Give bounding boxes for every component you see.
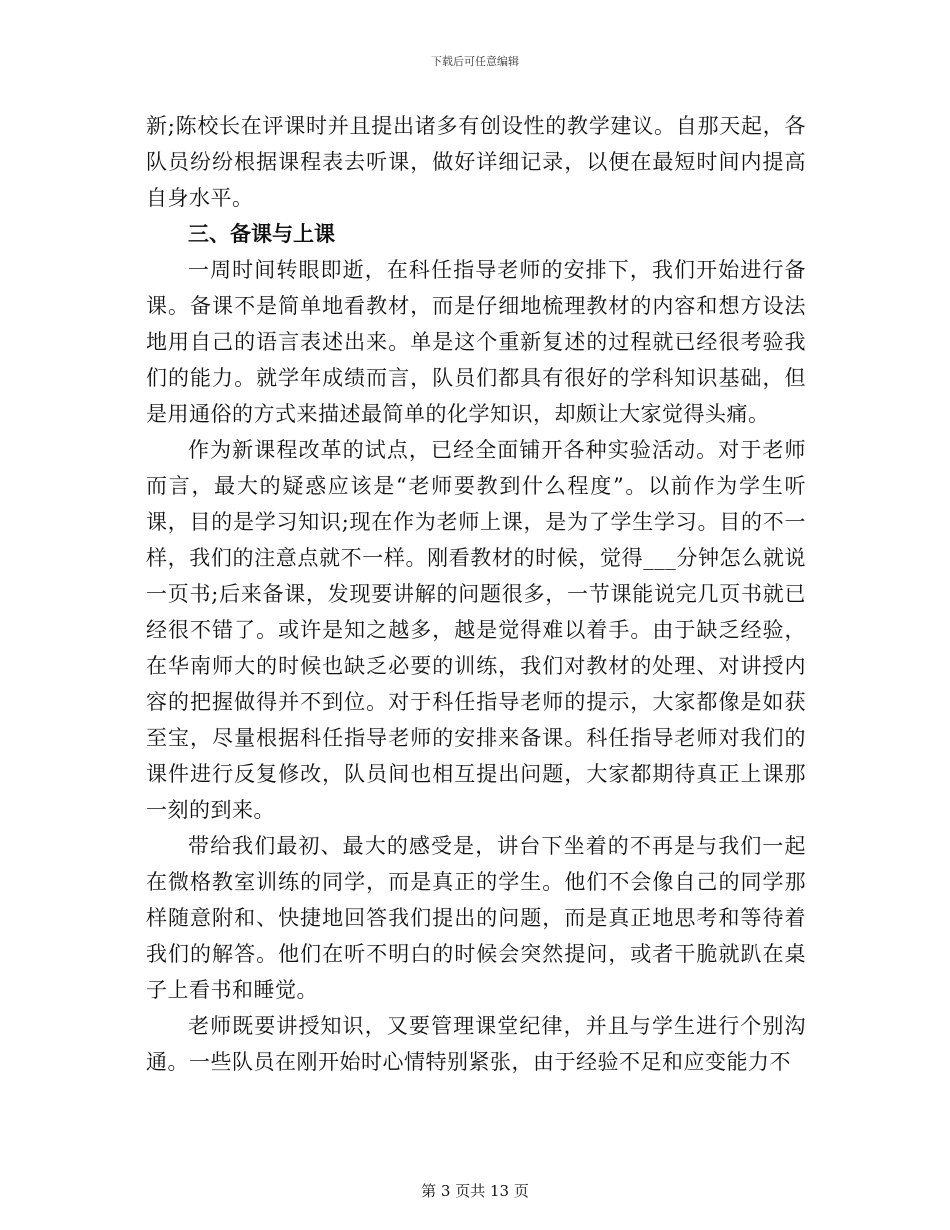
page-number: 第 3 页共 13 页 — [421, 1182, 529, 1200]
paragraph: 作为新课程改革的试点，已经全面铺开各种实验活动。对于老师而言，最大的疑惑应该是“老师要教到什么程度”。以前作为学生听课，目的是学习知识;现在作为老师上课，是为了学生学习。目的不一样，我们的注意点就不一样。刚看教材的时候，觉得___分钟怎么就说一页书;后来备课，发现要讲解的问题很多，一节课能说完几页书就已经很不错了。或许是知之越多，越是觉得难以着手。由于缺乏经验，在华南师大的时候也缺乏必要的训练，我们对教材的处理、对讲授内容的把握做得并不到位。对于科任指导老师的提示，大家都像是如获至宝，尽量根据科任指导老师的安排来备课。科任指导老师对我们的课件进行反复修改，队员间也相互提出问题，大家都期待真正上课那一刻的到来。 — [146, 438, 806, 822]
paragraph: 一周时间转眼即逝，在科任指导老师的安排下，我们开始进行备课。备课不是简单地看教材，而是仔细地梳理教材的内容和想方设法地用自己的语言表述出来。单是这个重新复述的过程就已经很考验我们的能力。就学年成绩而言，队员们都具有很好的学科知识基础，但是用通俗的方式来描述最简单的化学知识，却颇让大家觉得头痛。 — [146, 258, 806, 426]
section-heading: 三、备课与上课 — [188, 222, 335, 246]
paragraph: 老师既要讲授知识，又要管理课堂纪律，并且与学生进行个别沟通。一些队员在刚开始时心情特别紧张，由于经验不足和应变能力不 — [146, 1014, 806, 1074]
paragraph: 带给我们最初、最大的感受是，讲台下坐着的不再是与我们一起在微格教室训练的同学，而是真正的学生。他们不会像自己的同学那样随意附和、快捷地回答我们提出的问题，而是真正地思考和等待着我们的解答。他们在听不明白的时候会突然提问，或者干脆就趴在桌子上看书和睡觉。 — [146, 834, 806, 1002]
paragraph: 新;陈校长在评课时并且提出诸多有创设性的教学建议。自那天起，各队员纷纷根据课程表去听课，做好详细记录，以便在最短时间内提高自身水平。 — [146, 114, 806, 210]
document-body — [146, 108, 806, 1080]
page-header-note: 下载后可任意编辑 — [431, 55, 519, 68]
